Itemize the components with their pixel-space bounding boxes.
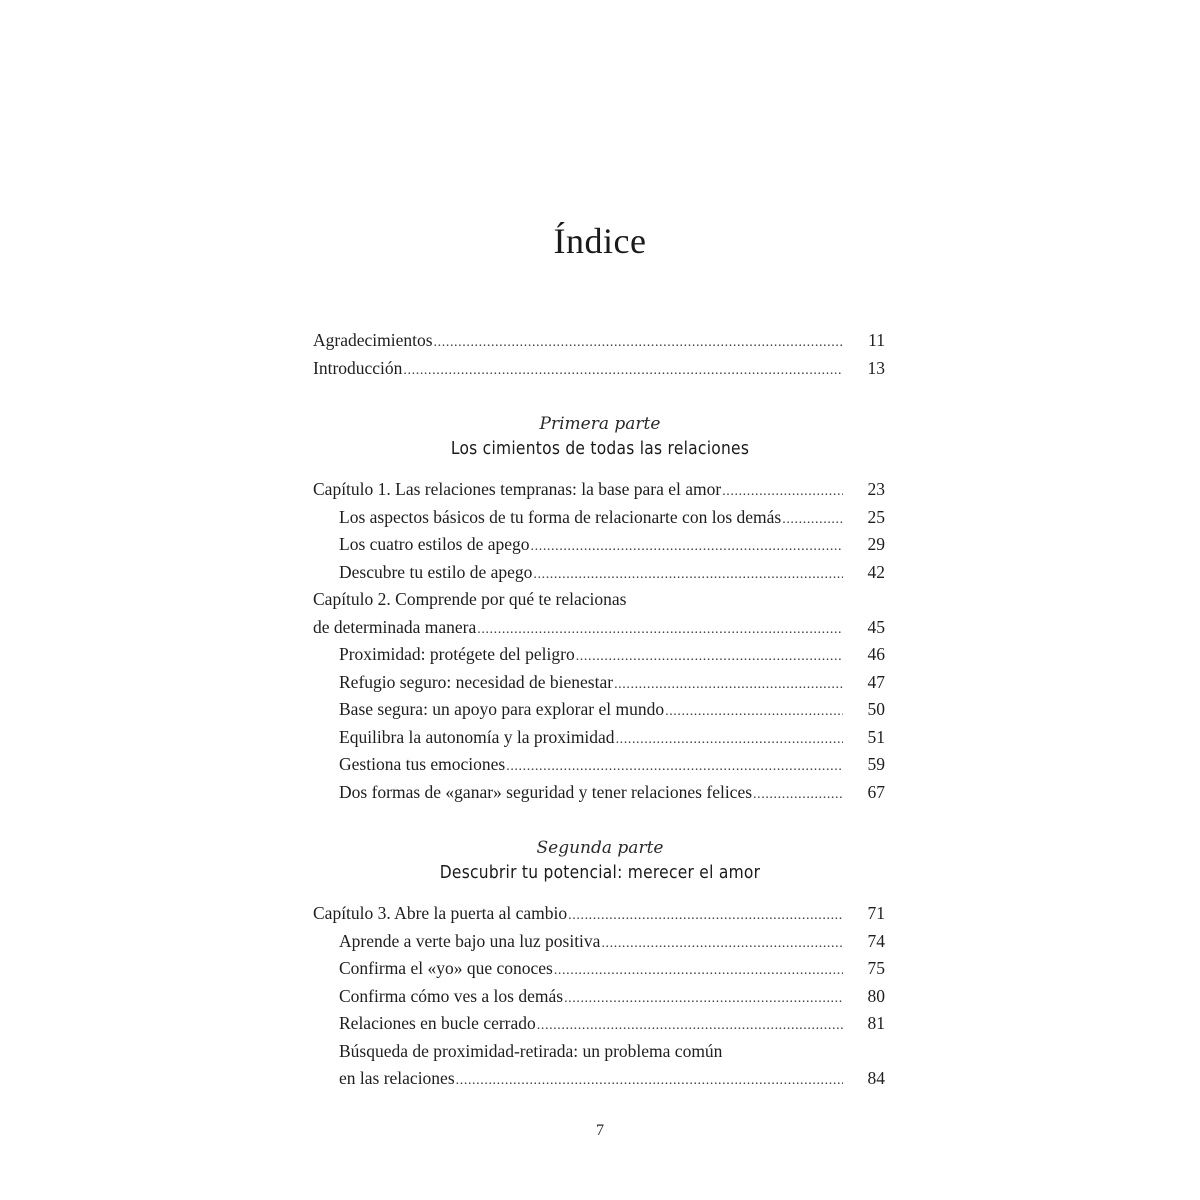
toc-entry-label: en las relaciones <box>339 1065 456 1093</box>
toc-page-number: 42 <box>867 561 885 582</box>
toc-entry-section[interactable] <box>313 669 885 697</box>
toc-entry-section[interactable] <box>313 955 885 983</box>
toc-page-number: 11 <box>868 330 885 350</box>
toc-page-number: 59 <box>867 754 885 774</box>
toc-entry-section[interactable] <box>313 983 885 1011</box>
toc-part-1 <box>313 476 885 806</box>
part-2-kicker: Segunda parte <box>536 838 664 858</box>
toc-entry-label: Base segura: un apoyo para explorar el mundo <box>339 696 665 724</box>
toc-entry-label: Gestiona tus emociones <box>339 751 506 779</box>
toc-entry-section[interactable] <box>313 504 885 532</box>
toc-page-number: 50 <box>867 699 885 719</box>
toc-part-2 <box>313 900 885 1093</box>
dot-leader <box>665 698 843 726</box>
toc-entry-label: Introducción <box>313 355 403 383</box>
part-1-kicker: Primera parte <box>539 414 661 434</box>
toc-page-number: 80 <box>867 985 885 1006</box>
dot-leader <box>616 726 843 754</box>
toc-entry-label: Capítulo 3. Abre la puerta al cambio <box>313 900 568 928</box>
dot-leader <box>576 643 843 671</box>
toc-entry-section[interactable] <box>313 724 885 752</box>
toc-entry-section[interactable] <box>313 531 885 559</box>
dot-leader <box>601 930 843 958</box>
toc-entry-label: Refugio seguro: necesidad de bienestar <box>339 669 614 697</box>
toc-entry-label: Descubre tu estilo de apego <box>339 559 533 587</box>
toc-page-number: 51 <box>867 726 885 747</box>
toc-entry-chapter-3[interactable] <box>313 900 885 928</box>
toc-entry-section-continued[interactable] <box>313 1065 885 1093</box>
toc-entry-label: Los aspectos básicos de tu forma de relacionarte con los demás <box>339 504 782 532</box>
dot-leader <box>477 616 843 644</box>
part-2-title: Descubrir tu potencial: merecer el amor <box>439 862 761 883</box>
toc-entry-section[interactable] <box>313 928 885 956</box>
toc-entry-label: Los cuatro estilos de apego <box>339 531 531 559</box>
toc-entry-label: Equilibra la autonomía y la proximidad <box>339 724 616 752</box>
part-1-title: Los cimientos de todas las relaciones <box>450 438 750 459</box>
dot-leader <box>533 561 843 589</box>
toc-page-number: 81 <box>867 1013 885 1033</box>
dot-leader <box>782 506 843 534</box>
toc-entry-label: Aprende a verte bajo una luz positiva <box>339 928 601 956</box>
toc-entry-section[interactable] <box>313 1010 885 1038</box>
dot-leader <box>506 753 843 781</box>
toc-entry-label: Dos formas de «ganar» seguridad y tener relaciones felices <box>339 779 753 807</box>
toc-entry-label: Agradecimientos <box>313 327 434 355</box>
toc-entry-section[interactable] <box>313 779 885 807</box>
toc-entry-label: Capítulo 2. Comprende por qué te relacionas <box>313 586 627 614</box>
toc-page-number: 29 <box>867 534 885 554</box>
page-number-footer: 7 <box>596 1122 604 1139</box>
toc-entry-label: de determinada manera <box>313 614 477 642</box>
dot-leader <box>456 1067 843 1095</box>
toc-entry-section[interactable] <box>313 559 885 587</box>
toc-entry-section[interactable] <box>313 641 885 669</box>
toc-entry-label: Confirma el «yo» que conoces <box>339 955 554 983</box>
dot-leader <box>531 533 843 561</box>
dot-leader <box>722 478 843 506</box>
toc-page-number: 75 <box>867 958 885 978</box>
toc-entry-label: Capítulo 1. Las relaciones tempranas: la base para el amor <box>313 476 722 504</box>
toc-entry-chapter-1[interactable] <box>313 476 885 504</box>
toc-entry-label: Confirma cómo ves a los demás <box>339 983 564 1011</box>
toc-page-number: 45 <box>867 616 885 637</box>
toc-page-number: 47 <box>867 671 885 692</box>
dot-leader <box>614 671 843 699</box>
page-title: Índice <box>553 221 647 262</box>
dot-leader <box>568 902 843 930</box>
dot-leader <box>564 985 843 1013</box>
toc-entry-introduccion[interactable] <box>313 355 885 383</box>
toc-entry-section[interactable] <box>313 696 885 724</box>
toc-entry-label: Búsqueda de proximidad-retirada: un problema común <box>339 1038 723 1066</box>
toc-entry-label: Relaciones en bucle cerrado <box>339 1010 537 1038</box>
toc-front-matter <box>313 327 885 382</box>
toc-page-number: 74 <box>867 930 885 951</box>
toc-entry-chapter-2-continued[interactable] <box>313 614 885 642</box>
toc-entry-label: Proximidad: protégete del peligro <box>339 641 576 669</box>
dot-leader <box>537 1012 843 1040</box>
toc-page-number: 84 <box>867 1068 885 1088</box>
toc-page-number: 23 <box>867 479 885 499</box>
dot-leader <box>554 957 843 985</box>
toc-entry-chapter-2[interactable] <box>313 586 885 614</box>
dot-leader <box>753 781 843 809</box>
toc-page-number: 71 <box>867 903 885 923</box>
toc-entry-agradecimientos[interactable] <box>313 327 885 355</box>
toc-page-number: 46 <box>867 644 885 664</box>
toc-page-number: 13 <box>867 357 885 378</box>
dot-leader <box>434 329 843 357</box>
dot-leader <box>403 357 843 385</box>
toc-page-number: 67 <box>867 781 885 802</box>
toc-entry-section[interactable] <box>313 751 885 779</box>
toc-entry-section[interactable] <box>313 1038 885 1066</box>
toc-page-number: 25 <box>867 506 885 527</box>
